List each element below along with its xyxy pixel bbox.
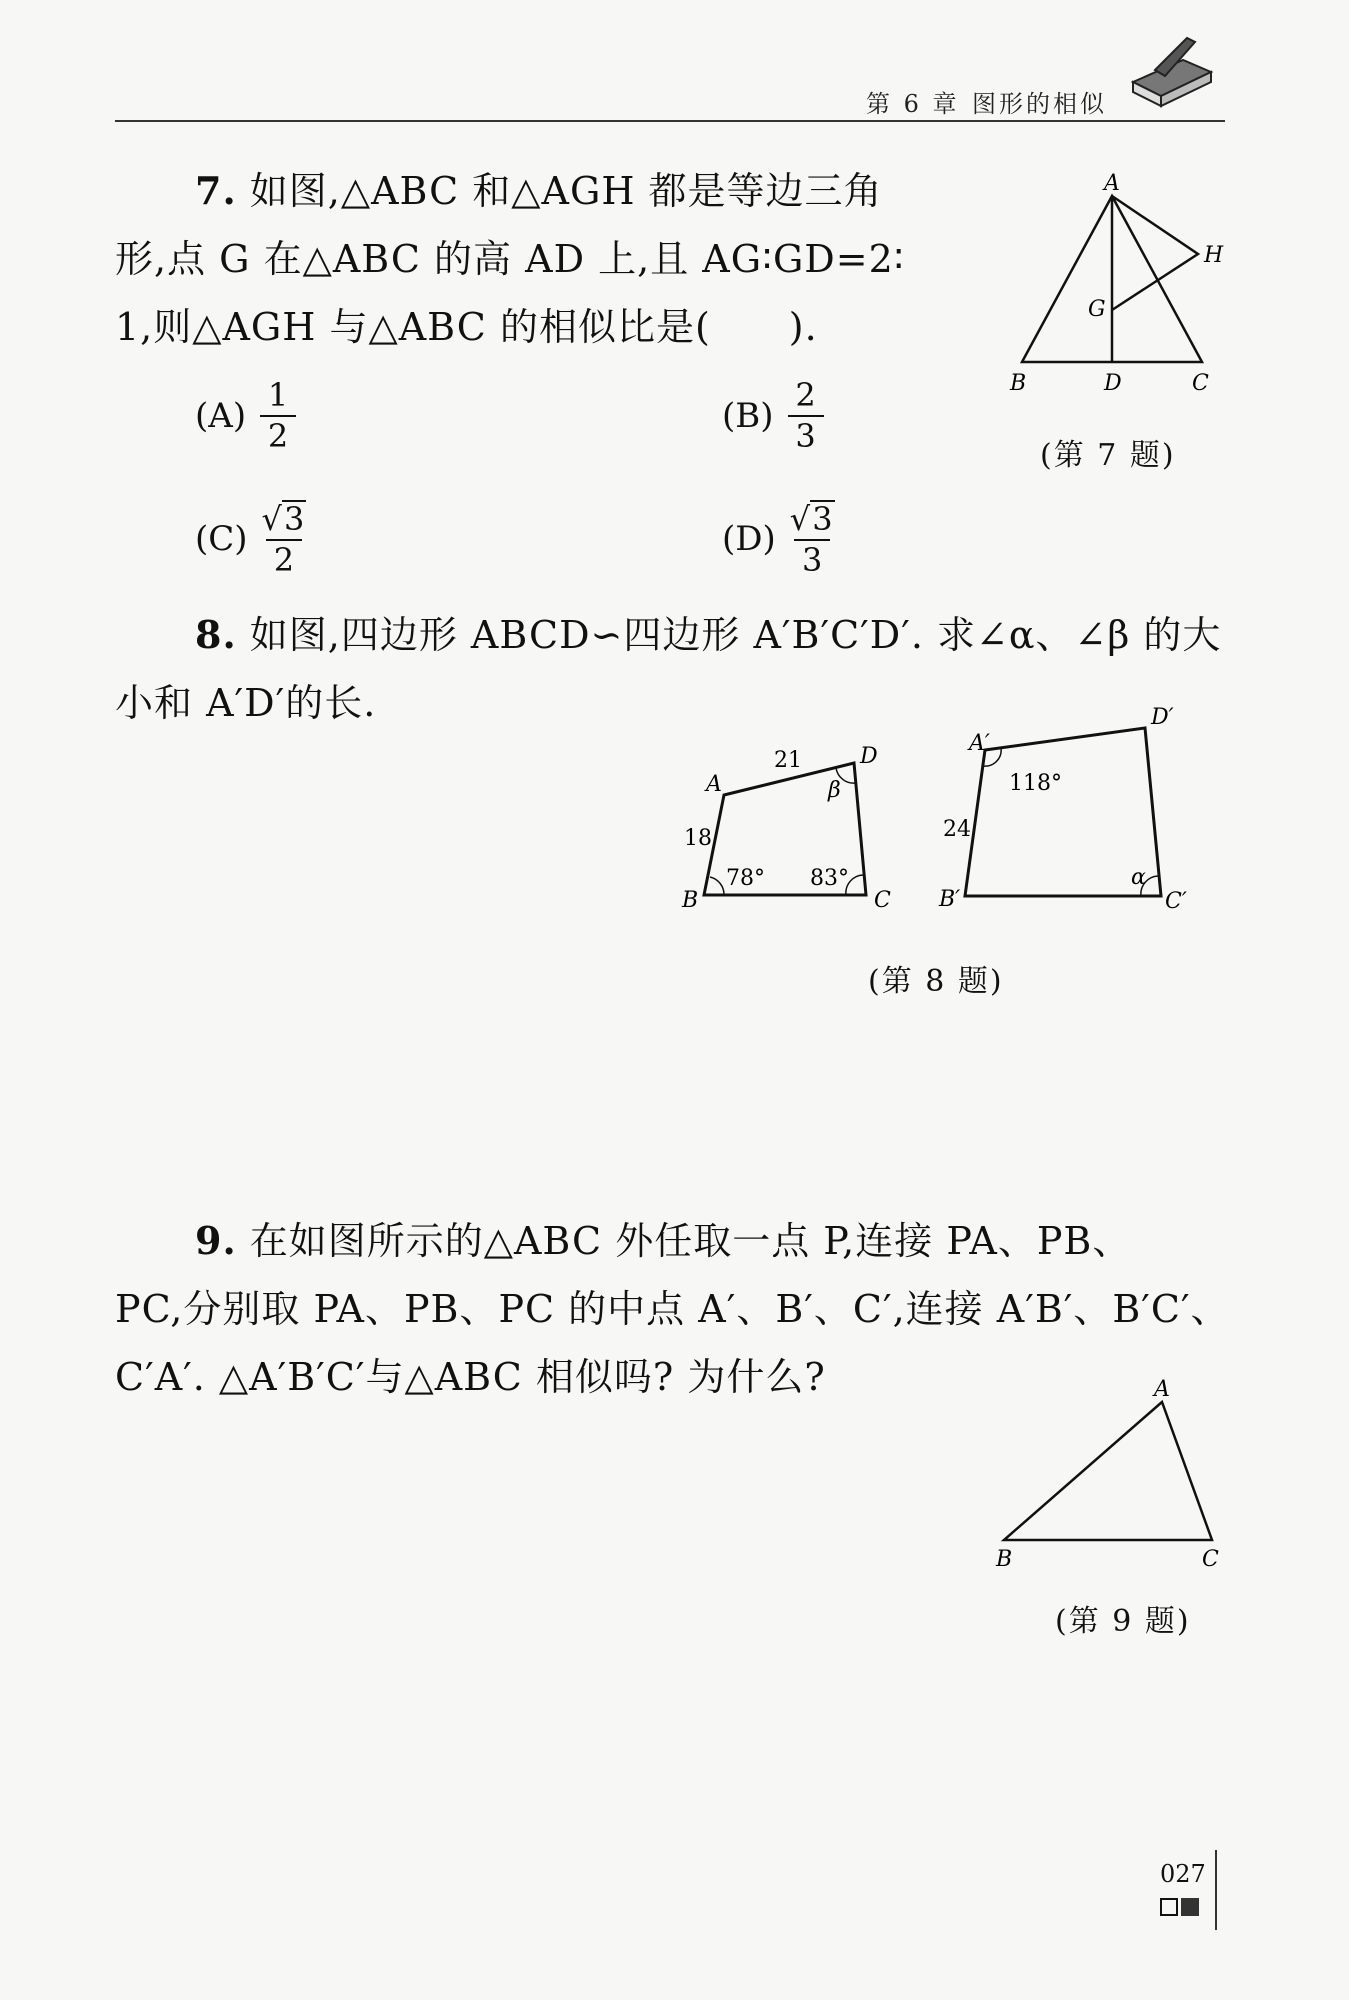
side-ad-value: 21 bbox=[774, 748, 802, 773]
q9-figure bbox=[990, 1372, 1230, 1582]
radicand: 3 bbox=[283, 500, 305, 538]
q8-number: 8. bbox=[195, 612, 237, 657]
q9-number: 9. bbox=[195, 1218, 237, 1263]
angle-c1-value: α bbox=[1131, 865, 1146, 890]
label-h: H bbox=[1204, 243, 1224, 268]
label-c: C bbox=[1192, 371, 1209, 396]
label-b1: B′ bbox=[939, 887, 961, 912]
label-d1: D′ bbox=[1151, 705, 1174, 730]
q9-line3: C′A′. △A′B′C′与△ABC 相似吗? 为什么? bbox=[115, 1355, 826, 1399]
label-d: D bbox=[860, 744, 878, 769]
option-label: (D) bbox=[722, 519, 776, 560]
label-d: D bbox=[1104, 371, 1122, 396]
label-b: B bbox=[682, 888, 699, 913]
denominator: 2 bbox=[273, 541, 295, 580]
q7-line3: 1,则△AGH 与△ABC 的相似比是( ). bbox=[115, 305, 818, 349]
q8-line1 bbox=[195, 612, 1222, 657]
option-label: (B) bbox=[722, 396, 774, 437]
angle-b-value: 78° bbox=[726, 866, 765, 891]
chapter-title: 图形的相似 bbox=[972, 90, 1107, 118]
q9-text-1: 在如图所示的△ABC 外任取一点 P,连接 PA、PB、 bbox=[249, 1219, 1132, 1263]
q9-line2: PC,分别取 PA、PB、PC 的中点 A′、B′、C′,连接 A′B′、B′C′、 bbox=[115, 1287, 1230, 1331]
label-b: B bbox=[996, 1547, 1013, 1572]
label-b: B bbox=[1010, 371, 1027, 396]
numerator: 1 bbox=[267, 376, 289, 414]
q8-caption: (第 8 题) bbox=[868, 964, 1004, 999]
label-a1: A′ bbox=[969, 731, 990, 756]
triangle-agh bbox=[1112, 196, 1198, 310]
side-ab-value: 18 bbox=[684, 826, 712, 851]
radicand: 3 bbox=[812, 500, 833, 538]
footer-rule bbox=[1215, 1850, 1217, 1930]
book-icon bbox=[1125, 30, 1215, 110]
sqrt-sign-icon: √ bbox=[261, 500, 282, 538]
angle-d-value: β bbox=[828, 778, 841, 803]
q7-figure bbox=[1000, 170, 1250, 410]
q7-option-c[interactable] bbox=[195, 500, 306, 578]
label-c: C bbox=[1202, 1547, 1219, 1572]
q7-option-a[interactable] bbox=[195, 378, 296, 454]
denominator: 2 bbox=[267, 417, 289, 456]
q7-option-b[interactable] bbox=[722, 378, 824, 454]
q8-figure-abcd bbox=[670, 735, 910, 925]
side-a1b1-value: 24 bbox=[943, 817, 971, 842]
label-c1: C′ bbox=[1165, 889, 1187, 914]
q7-line2: 形,点 G 在△ABC 的高 AD 上,且 AG∶GD=2∶ bbox=[115, 237, 905, 281]
angle-b-arc bbox=[710, 877, 724, 895]
q9-caption: (第 9 题) bbox=[1055, 1604, 1191, 1639]
label-g: G bbox=[1088, 297, 1106, 322]
angle-a1-value: 118° bbox=[1009, 771, 1062, 796]
option-label: (C) bbox=[195, 519, 248, 560]
q8-line2: 小和 A′D′的长. bbox=[115, 681, 377, 725]
q9-line1 bbox=[195, 1218, 1132, 1263]
chapter-label: 第 6 章 bbox=[866, 90, 960, 118]
q7-caption: (第 7 题) bbox=[1040, 438, 1176, 473]
label-c: C bbox=[874, 888, 891, 913]
sqrt-sign-icon: √ bbox=[789, 500, 811, 538]
label-a: A bbox=[706, 772, 722, 797]
denominator: 3 bbox=[795, 417, 816, 456]
option-label: (A) bbox=[195, 396, 247, 437]
q8-text-1: 如图,四边形 ABCD∽四边形 A′B′C′D′. 求∠α、∠β 的大 bbox=[249, 613, 1222, 657]
label-a: A bbox=[1104, 171, 1120, 196]
numerator: 2 bbox=[795, 376, 816, 414]
fraction bbox=[260, 378, 296, 454]
sqrt bbox=[790, 500, 835, 537]
page-number: 027 bbox=[1160, 1860, 1206, 1888]
sqrt bbox=[262, 500, 307, 537]
denominator: 3 bbox=[801, 541, 823, 580]
label-a: A bbox=[1154, 1377, 1170, 1402]
fraction bbox=[790, 500, 835, 578]
header-rule bbox=[115, 120, 1225, 122]
page-marker-icon bbox=[1160, 1898, 1199, 1916]
q7-line1 bbox=[195, 168, 883, 213]
fraction bbox=[788, 378, 824, 454]
angle-c-value: 83° bbox=[810, 866, 849, 891]
q8-figure-a1b1c1d1 bbox=[925, 700, 1215, 930]
triangle-abc bbox=[1004, 1402, 1212, 1540]
q7-text-1: 如图,△ABC 和△AGH 都是等边三角 bbox=[249, 169, 883, 213]
q7-number: 7. bbox=[195, 168, 237, 213]
fraction bbox=[262, 500, 307, 578]
q7-option-d[interactable] bbox=[722, 500, 835, 578]
